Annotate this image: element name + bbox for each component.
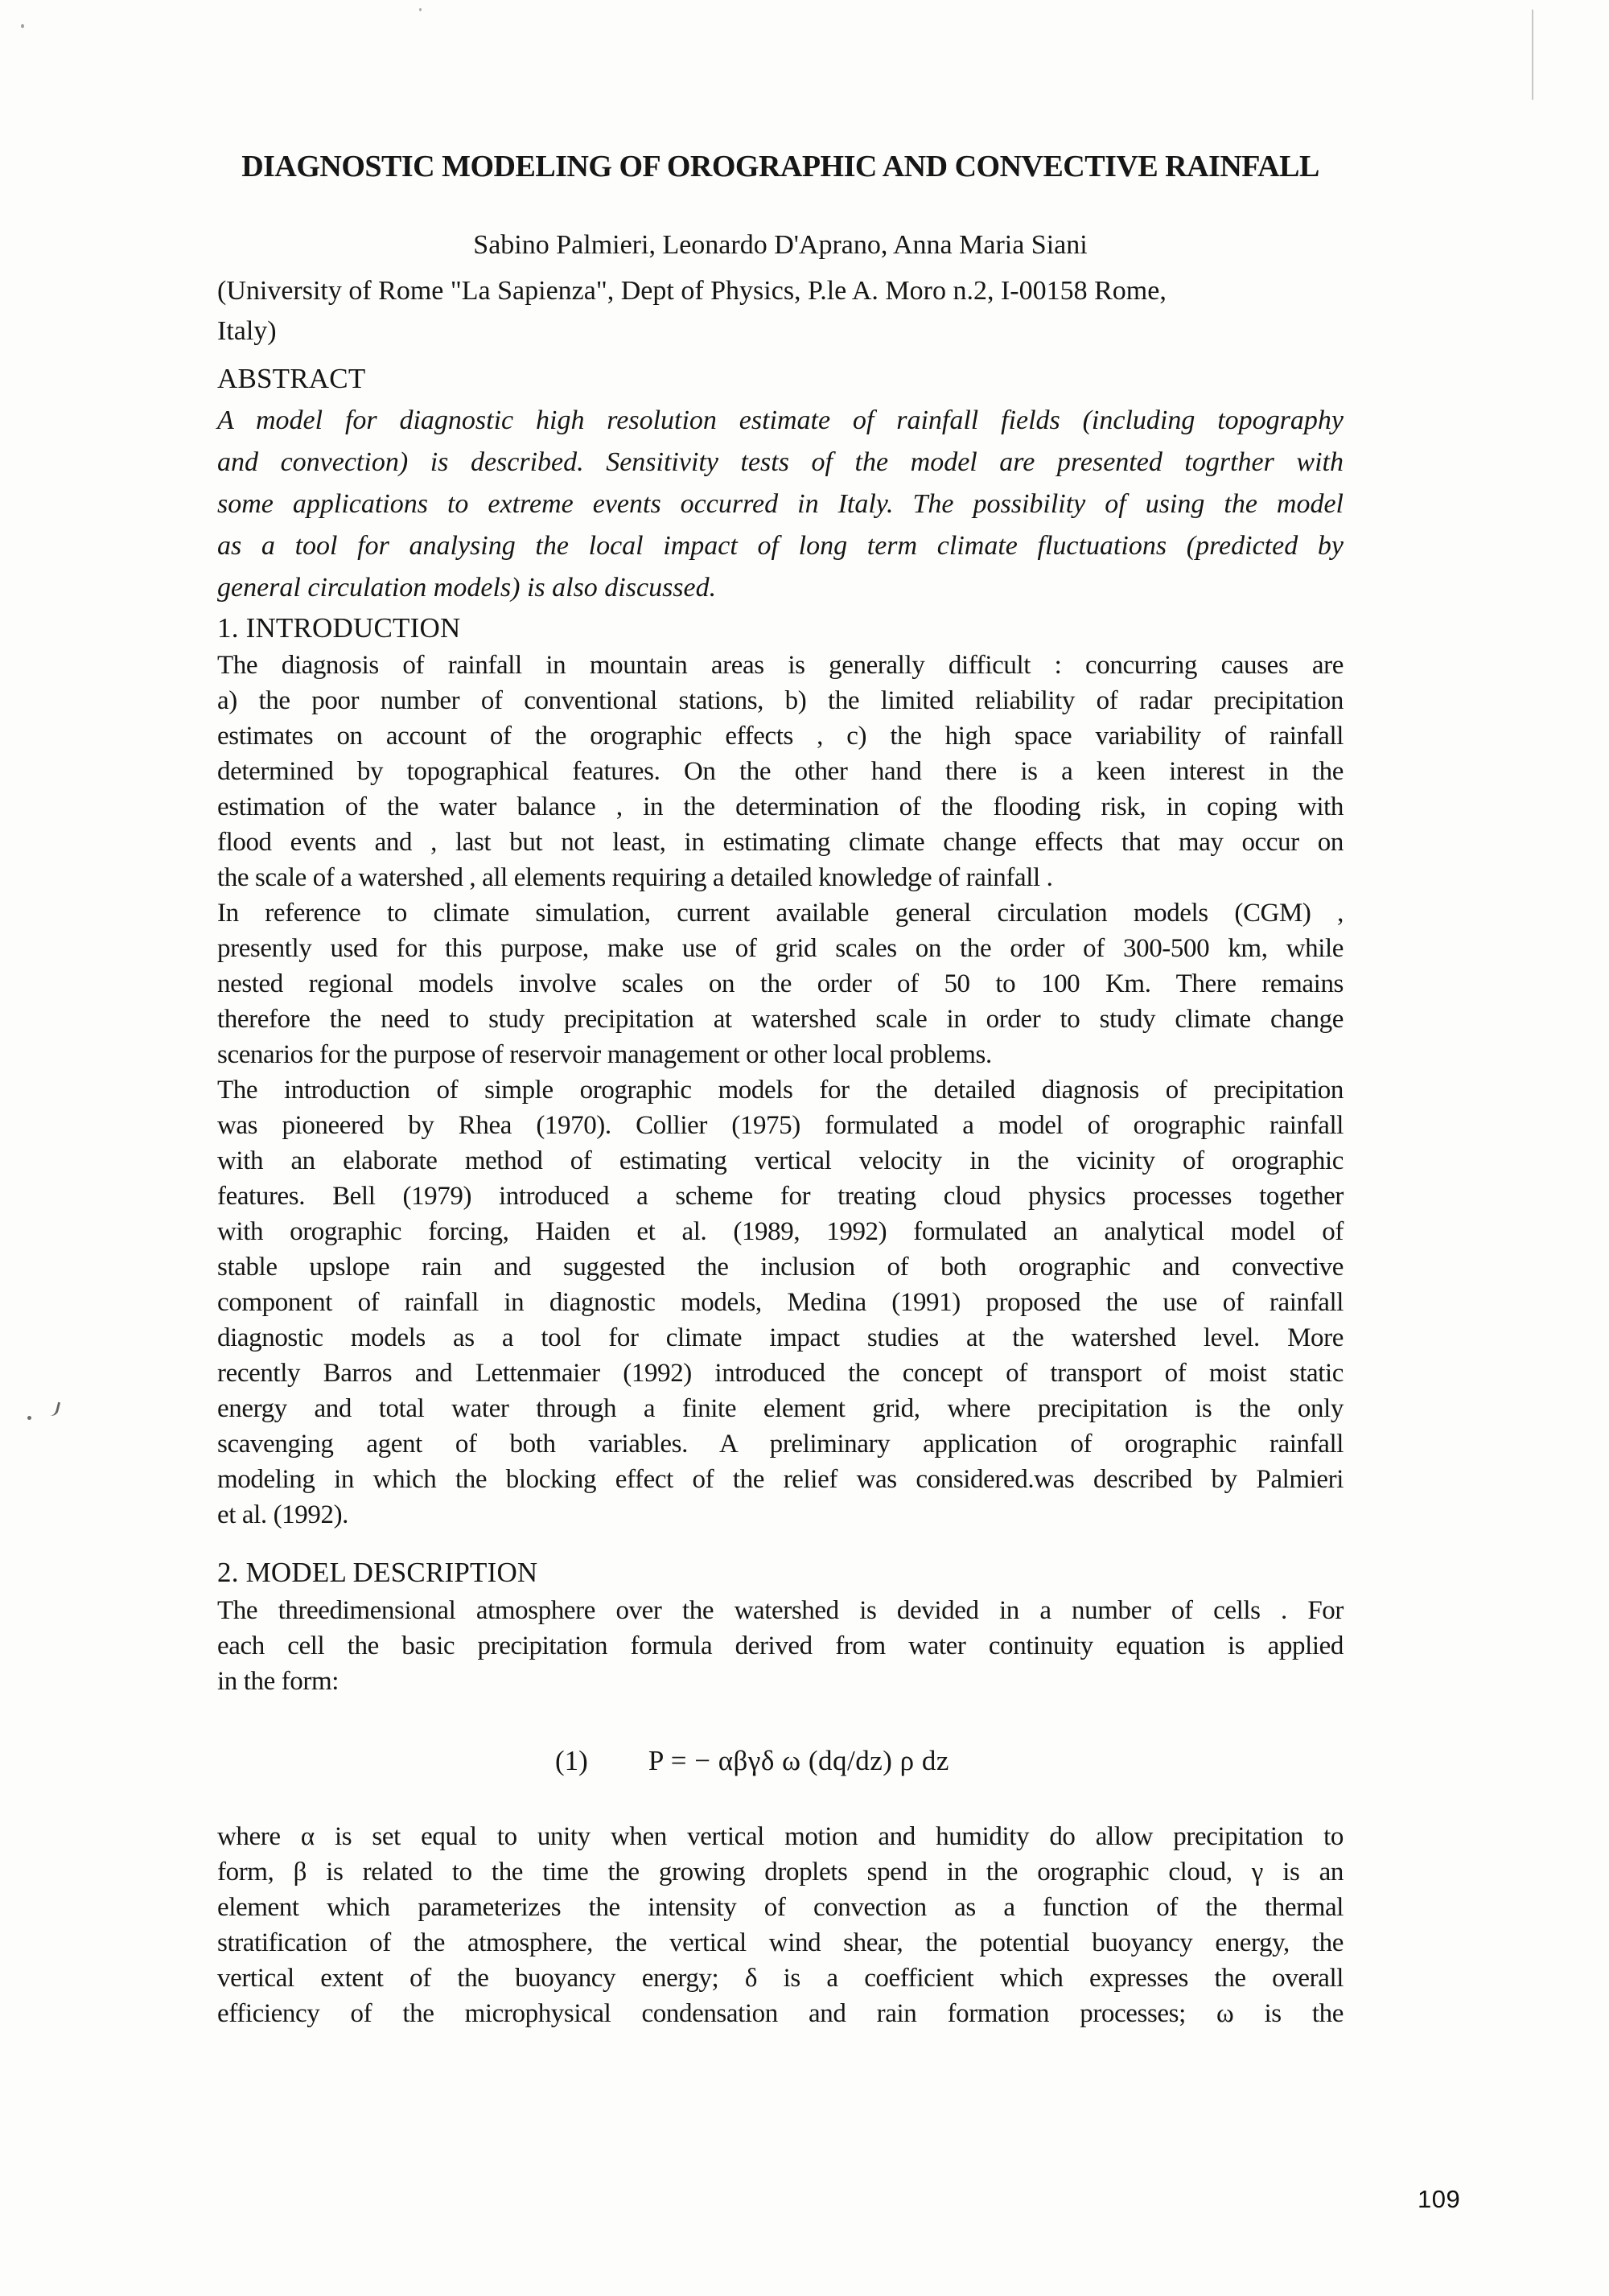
text-line: estimates on account of the orographic effects , c) the high space variability of rainfall <box>217 722 1344 751</box>
paper-title: DIAGNOSTIC MODELING OF OROGRAPHIC AND CONVECTIVE RAINFALL <box>241 150 1319 183</box>
text-line: The threedimensional atmosphere over the watershed is devided in a number of cells . For <box>217 1596 1344 1625</box>
text-line: with orographic forcing, Haiden et al. (1989, 1992) formulated an analytical model of <box>217 1217 1344 1246</box>
text-line: stable upslope rain and suggested the inclusion of both orographic and convective <box>217 1253 1344 1282</box>
text-line: element which parameterizes the intensity of convection as a function of the thermal <box>217 1893 1344 1922</box>
scan-artifact <box>1532 10 1533 100</box>
text-line: The introduction of simple orographic models for the detailed diagnosis of precipitation <box>217 1076 1344 1105</box>
introduction-paragraph-1 <box>217 648 1344 895</box>
text-line: with an elaborate method of estimating vertical velocity in the vicinity of orographic <box>217 1146 1344 1175</box>
scan-artifact <box>50 1401 60 1418</box>
text-line: In reference to climate simulation, current available general circulation models (CGM) , <box>217 899 1344 928</box>
scan-artifact <box>27 1416 31 1420</box>
abstract-text <box>217 400 1344 609</box>
scan-artifact <box>419 8 422 11</box>
text-line: therefore the need to study precipitation at watershed scale in order to study climate change <box>217 1005 1344 1034</box>
text-line: efficiency of the microphysical condensation and rain formation processes; ω is the <box>217 1999 1344 2028</box>
document-content <box>217 149 1344 2031</box>
affiliation <box>217 271 1344 352</box>
text-line: was pioneered by Rhea (1970). Collier (1975) formulated a model of orographic rainfall <box>217 1111 1344 1140</box>
text-line: Italy) <box>217 316 277 346</box>
text-line: estimation of the water balance , in the determination of the flooding risk, in coping with <box>217 792 1344 821</box>
text-line: as a tool for analysing the local impact of long term climate fluctuations (predicted by <box>217 531 1344 561</box>
text-line: scavenging agent of both variables. A preliminary application of orographic rainfall <box>217 1430 1344 1459</box>
equation-1 <box>217 1743 1344 1779</box>
text-line: (University of Rome "La Sapienza", Dept of Physics, P.le A. Moro n.2, I-00158 Rome, <box>217 276 1167 306</box>
abstract-heading: ABSTRACT <box>217 363 366 394</box>
text-line: presently used for this purpose, make use of grid scales on the order of 300-500 km, while <box>217 934 1344 963</box>
text-line: in the form: <box>217 1667 339 1696</box>
text-line: determined by topographical features. On the other hand there is a keen interest in the <box>217 757 1344 786</box>
introduction-paragraph-3 <box>217 1072 1344 1533</box>
text-line: some applications to extreme events occurred in Italy. The possibility of using the model <box>217 489 1344 519</box>
text-line: where α is set equal to unity when vertical motion and humidity do allow precipitation to <box>217 1822 1344 1851</box>
text-line: stratification of the atmosphere, the vertical wind shear, the potential buoyancy energy, the <box>217 1928 1344 1957</box>
text-line: a) the poor number of conventional stations, b) the limited reliability of radar precipitation <box>217 686 1344 715</box>
text-line: features. Bell (1979) introduced a scheme for treating cloud physics processes together <box>217 1182 1344 1211</box>
authors-line: Sabino Palmieri, Leonardo D'Aprano, Anna Maria Siani <box>473 230 1088 260</box>
text-line: each cell the basic precipitation formula derived from water continuity equation is applied <box>217 1631 1344 1660</box>
equation-number: (1) <box>555 1745 588 1776</box>
text-line: flood events and , last but not least, in estimating climate change effects that may occur on <box>217 828 1344 857</box>
text-line: et al. (1992). <box>217 1500 349 1529</box>
text-line: scenarios for the purpose of reservoir management or other local problems. <box>217 1040 992 1069</box>
text-line: component of rainfall in diagnostic models, Medina (1991) proposed the use of rainfall <box>217 1288 1344 1317</box>
model-description-heading: 2. MODEL DESCRIPTION <box>217 1557 538 1588</box>
equation-formula: P = − αβγδ ω (dq/dz) ρ dz <box>648 1745 949 1776</box>
text-line: nested regional models involve scales on the order of 50 to 100 Km. There remains <box>217 969 1344 998</box>
text-line: A model for diagnostic high resolution estimate of rainfall fields (including topography <box>217 405 1344 435</box>
text-line: modeling in which the blocking effect of the relief was considered.was described by Palmieri <box>217 1465 1344 1494</box>
text-line: vertical extent of the buoyancy energy; δ is a coefficient which expresses the overall <box>217 1964 1344 1993</box>
model-description-paragraph-2 <box>217 1819 1344 2031</box>
introduction-heading: 1. INTRODUCTION <box>217 612 461 644</box>
page-number: 109 <box>1418 2185 1461 2213</box>
model-description-paragraph-1 <box>217 1593 1344 1699</box>
text-line: and convection) is described. Sensitivity tests of the model are presented togrther with <box>217 447 1344 477</box>
text-line: form, β is related to the time the growing droplets spend in the orographic cloud, γ is an <box>217 1858 1344 1887</box>
text-line: energy and total water through a finite element grid, where precipitation is the only <box>217 1394 1344 1423</box>
text-line: The diagnosis of rainfall in mountain areas is generally difficult : concurring causes are <box>217 651 1344 680</box>
scan-artifact <box>21 24 24 28</box>
text-line: the scale of a watershed , all elements requiring a detailed knowledge of rainfall . <box>217 863 1053 892</box>
introduction-paragraph-2 <box>217 895 1344 1072</box>
text-line: diagnostic models as a tool for climate impact studies at the watershed level. More <box>217 1323 1344 1352</box>
text-line: recently Barros and Lettenmaier (1992) introduced the concept of transport of moist static <box>217 1359 1344 1388</box>
text-line: general circulation models) is also discussed. <box>217 573 717 603</box>
